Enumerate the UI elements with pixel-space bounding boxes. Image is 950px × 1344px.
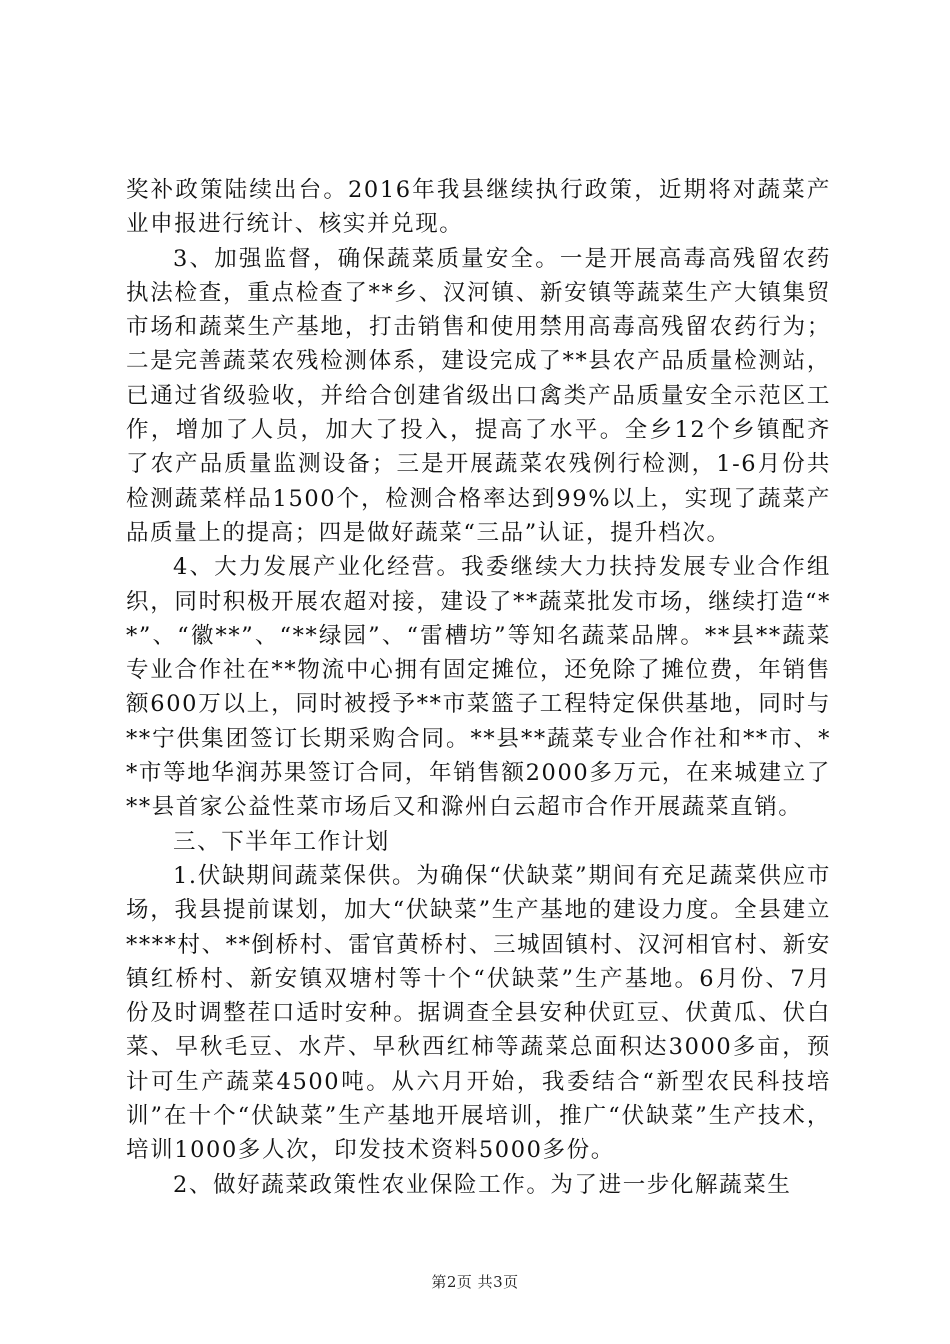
- paragraph-subsidy-continuation: 奖补政策陆续出台。2016年我县继续执行政策，近期将对蔬菜产业申报进行统计、核实并兑现。: [126, 177, 831, 238]
- document-body: [126, 173, 831, 1202]
- section-heading-next-half-plan: 三、下半年工作计划: [173, 828, 390, 855]
- paragraph-quality-supervision: 3、加强监督，确保蔬菜质量安全。一是开展高毒高残留农药执法检查，重点检查了**乡、汉河镇、新安镇等蔬菜生产大镇集贸市场和蔬菜生产基地，打击销售和使用禁用高毒高残留农药行为；二是完善蔬菜农残检测体系，建设完成了**县农产品质量检测站，已通过省级验收，并给合创建省级出口禽类产品质量安全示范区工作，增加了人员，加大了投入，提高了水平。全乡12个乡镇配齐了农产品质量监测设备；三是开展蔬菜农残例行检测，1-6月份共检测蔬菜样品1500个，检测合格率达到99%以上，实现了蔬菜产品质量上的提高；四是做好蔬菜“三品”认证，提升档次。: [126, 245, 831, 546]
- paragraph-insurance: 2、做好蔬菜政策性农业保险工作。为了进一步化解蔬菜生: [173, 1171, 792, 1198]
- page-footer: 第2页 共3页: [431, 1273, 519, 1291]
- paragraph-summer-supply: 1.伏缺期间蔬菜保供。为确保“伏缺菜”期间有充足蔬菜供应市场，我县提前谋划，加大“伏缺菜”生产基地的建设力度。全县建立****村、**倒桥村、雷官黄桥村、三城固镇村、汉河相官村、新安镇红桥村、新安镇双塘村等十个“伏缺菜”生产基地。6月份、7月份及时调整茬口适时安种。据调查全县安种伏豇豆、伏黄瓜、伏白菜、早秋毛豆、水芹、早秋西红柿等蔬菜总面积达3000多亩，预计可生产蔬菜4500吨。从六月开始，我委结合“新型农民科技培训”在十个“伏缺菜”生产基地开展培训，推广“伏缺菜”生产技术，培训1000多人次，印发技术资料5000多份。: [126, 862, 831, 1164]
- paragraph-industrialization: 4、大力发展产业化经营。我委继续大力扶持发展专业合作组织，同时积极开展农超对接，建设了**蔬菜批发市场，继续打造“**”、“徽**”、“**绿园”、“雷槽坊”等知名蔬菜品牌。**县**蔬菜专业合作社在**物流中心拥有固定摊位，还免除了摊位费，年销售额600万以上，同时被授予**市菜篮子工程特定保供基地，同时与**宁供集团签订长期采购合同。**县**蔬菜专业合作社和**市、**市等地华润苏果签订合同，年销售额2000多万元，在来城建立了**县首家公益性菜市场后又和滁州白云超市合作开展蔬菜直销。: [126, 554, 831, 821]
